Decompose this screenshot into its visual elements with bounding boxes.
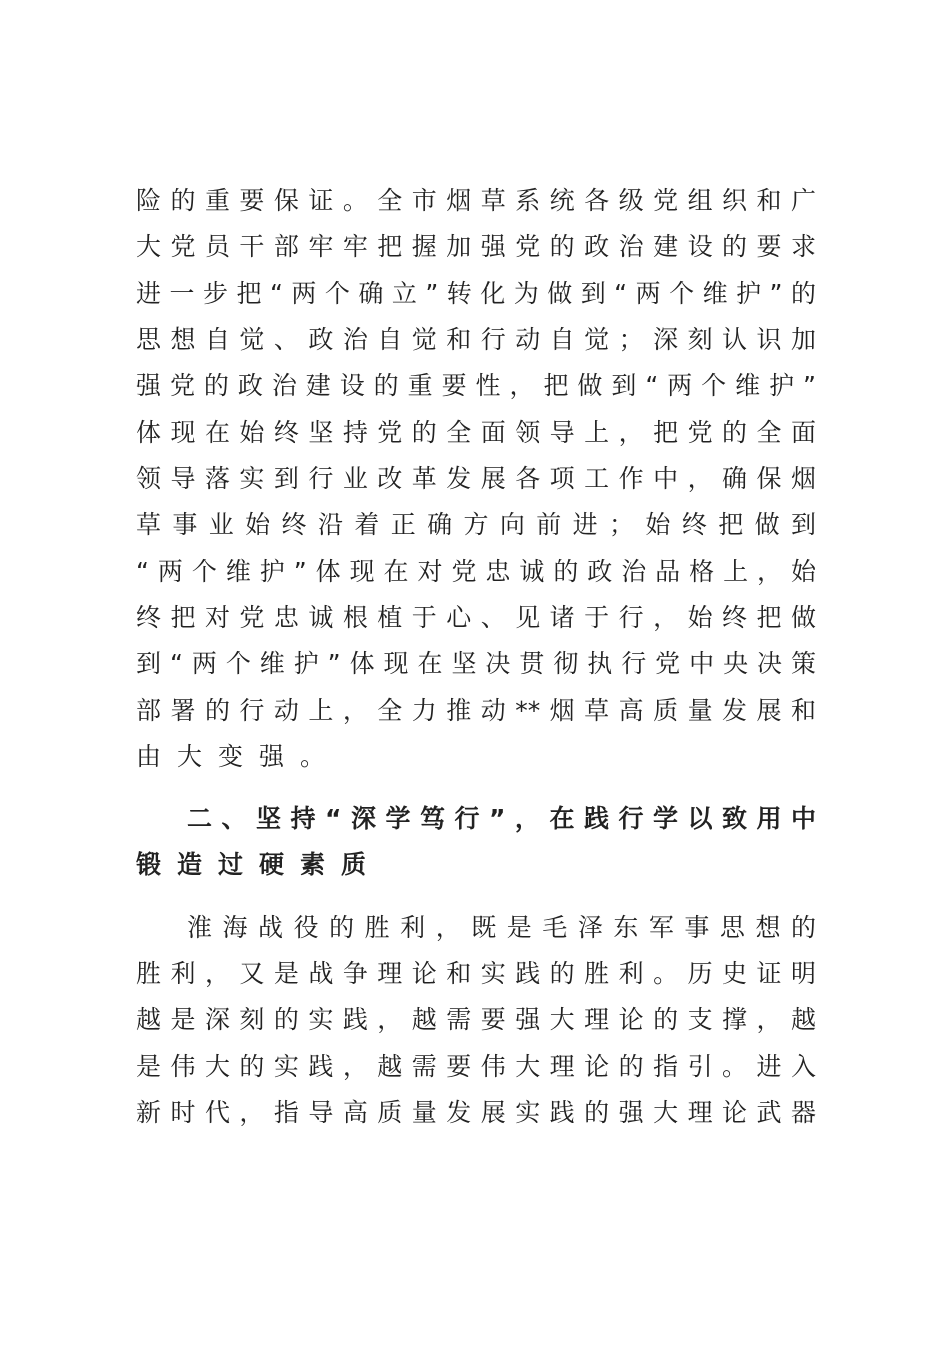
text-line: 部署的行动上，全力推动**烟草高质量发展和: [136, 696, 816, 725]
text-line: 体现在始终坚持党的全面领导上，把党的全面: [136, 418, 816, 447]
text-line: 进一步把“两个确立”转化为做到“两个维护”的: [136, 279, 816, 308]
text-line: 险的重要保证。全市烟草系统各级党组织和广: [136, 186, 816, 215]
text-line: 新时代，指导高质量发展实践的强大理论武器: [136, 1098, 816, 1127]
section-heading: 锻造过硬素质: [136, 850, 383, 879]
text-line: 强党的政治建设的重要性，把做到“两个维护”: [136, 371, 816, 400]
text-line: 由大变强。: [136, 742, 342, 771]
text-line: 淮海战役的胜利，既是毛泽东军事思想的: [187, 913, 816, 942]
text-line: 是伟大的实践，越需要伟大理论的指引。进入: [136, 1052, 816, 1081]
text-line: 到“两个维护”体现在坚决贯彻执行党中央决策: [136, 649, 816, 678]
section-heading: 二、坚持“深学笃行”，在践行学以致用中: [187, 804, 816, 833]
text-line: 领导落实到行业改革发展各项工作中，确保烟: [136, 464, 816, 493]
text-line: “两个维护”体现在对党忠诚的政治品格上，始: [136, 557, 816, 586]
text-line: 胜利，又是战争理论和实践的胜利。历史证明: [136, 959, 816, 988]
text-line: 越是深刻的实践，越需要强大理论的支撑，越: [136, 1005, 816, 1034]
text-line: 大党员干部牢牢把握加强党的政治建设的要求: [136, 232, 816, 261]
text-line: 草事业始终沿着正确方向前进；始终把做到: [136, 510, 816, 539]
text-line: 思想自觉、政治自觉和行动自觉；深刻认识加: [136, 325, 816, 354]
text-line: 终把对党忠诚根植于心、见诸于行，始终把做: [136, 603, 816, 632]
